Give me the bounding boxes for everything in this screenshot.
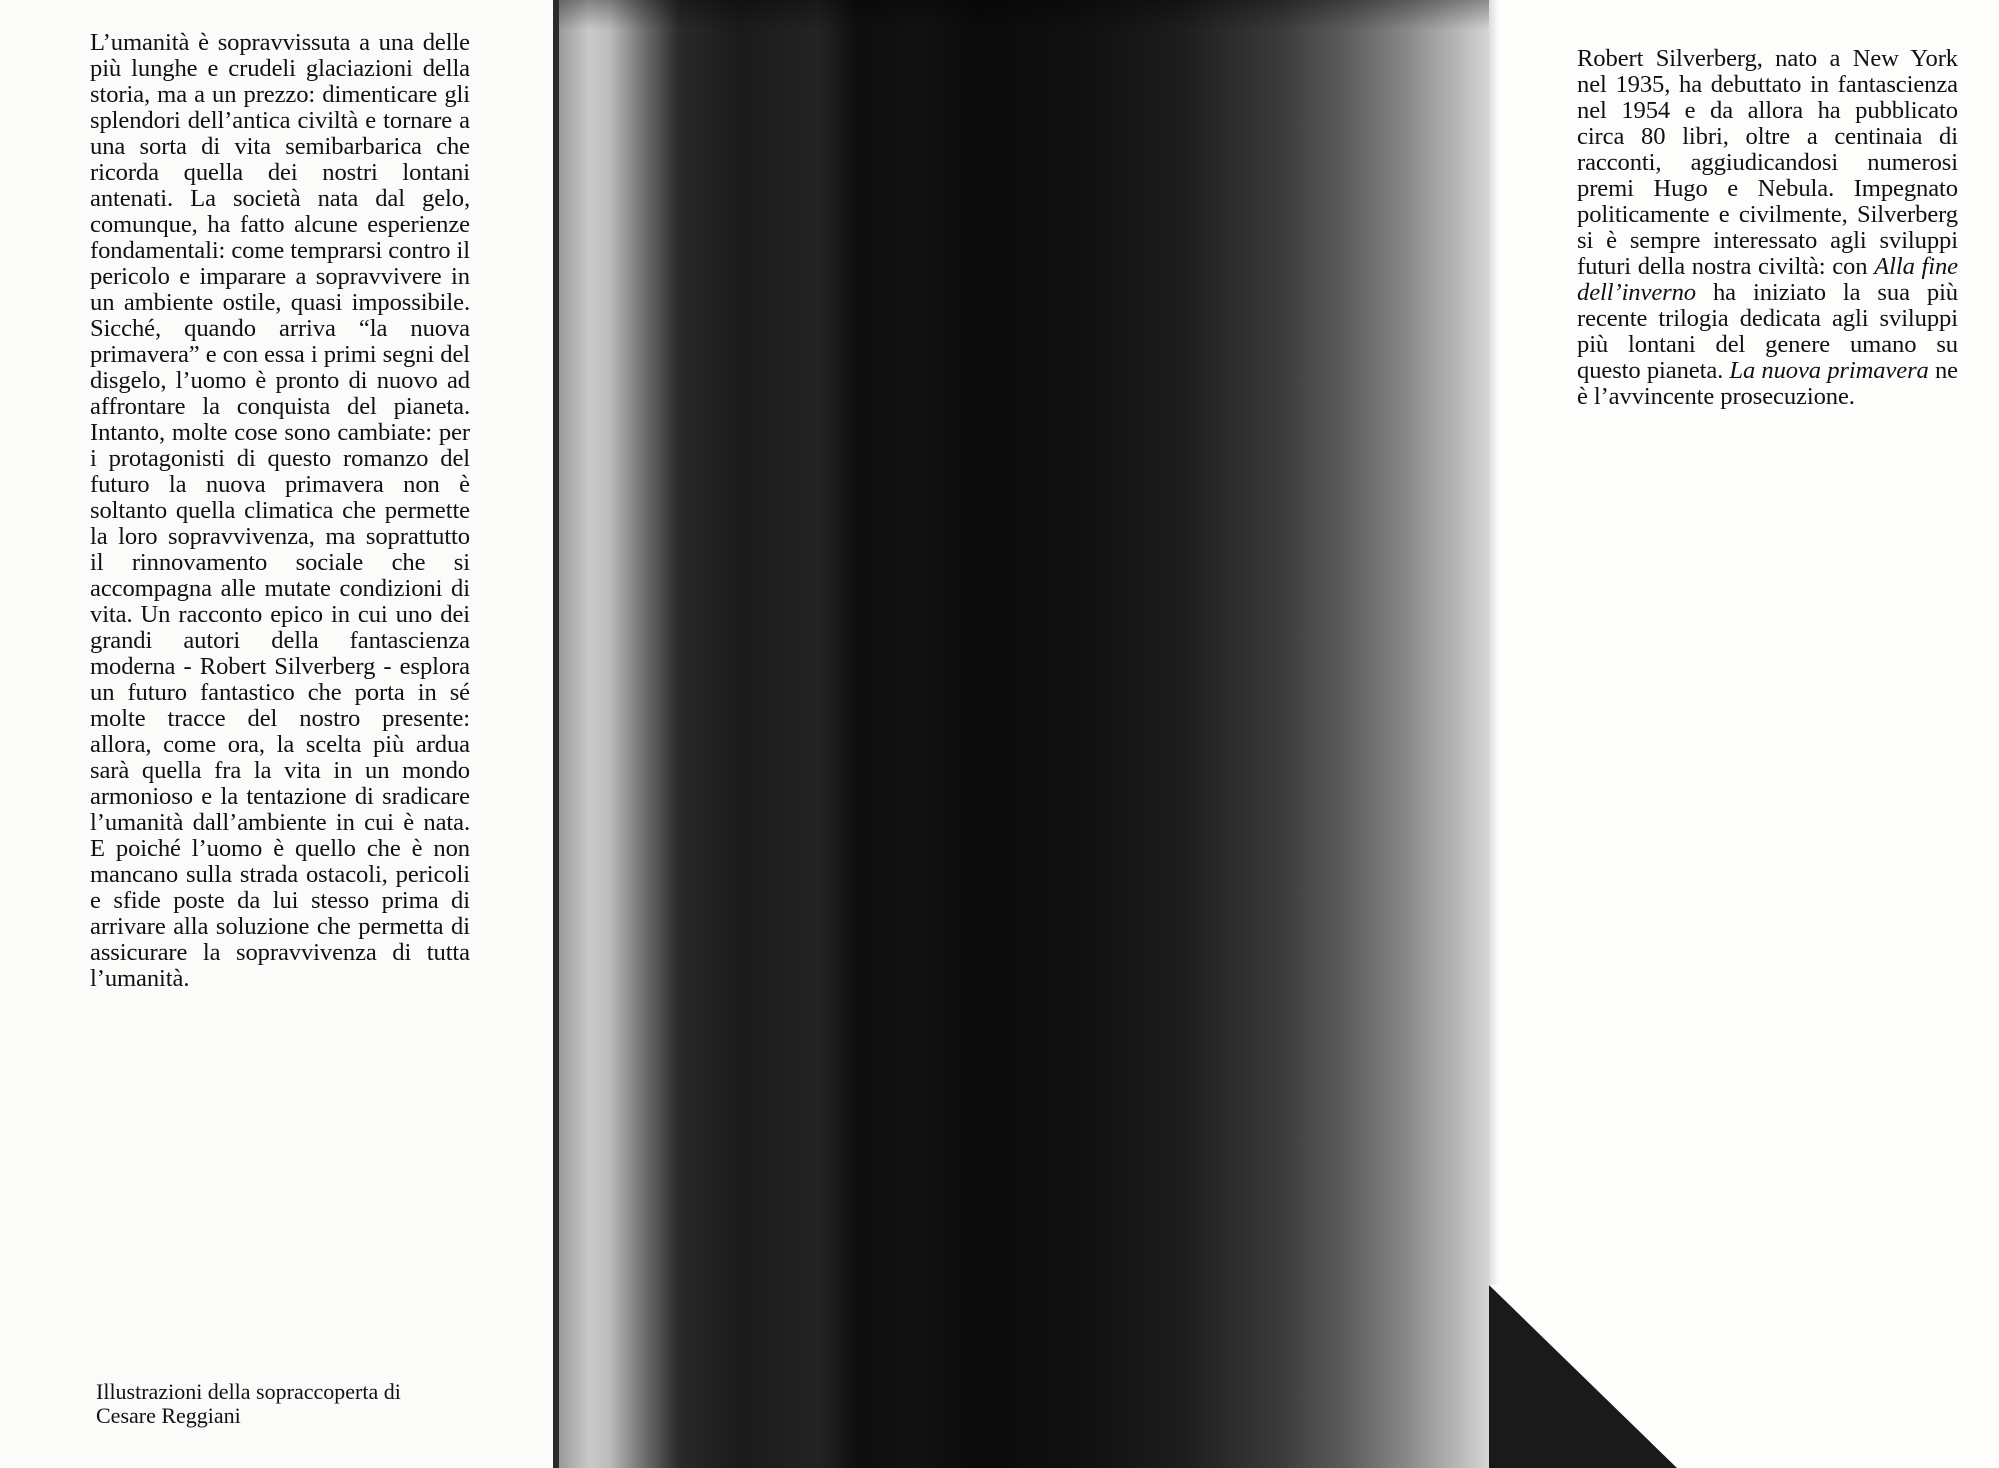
right-flap-shadow bbox=[1489, 0, 1499, 1285]
dark-panel-top-shade bbox=[559, 0, 1489, 30]
blurb-paragraph: L’umanità è sopravvissuta a una delle più lunghe e crudeli glaciazioni della storia, ma a un prezzo: dimenticare gli splendori dell’antica civiltà e tornare a una sorta di vita semibarbarica che ricorda quella dei nostri lontani antenati. La società nata dal gelo, comunque, ha fatto alcune esperienze fondamentali: come temprarsi contro il pericolo e imparare a sopravvivere in un ambiente ostile, quasi impossibile. Sicché, quando arriva “la nuova primavera” e con essa i primi segni del disgelo, l’uomo è pronto di nuovo ad affrontare la conquista del pianeta. Intanto, molte cose sono cambiate: per i protagonisti di questo romanzo del futuro la nuova primavera non è soltanto quella climatica che permette la loro sopravvivenza, ma soprattutto il rinnovamento sociale che si accompagna alle mutate condizioni di vita. Un racconto epico in cui uno dei grandi autori della fantascienza moderna - Robert Silverberg - esplora un futuro fantastico che porta in sé molte tracce del nostro presente: allora, come ora, la scelta più ardua sarà quella fra la vita in un mondo armonioso e la tentazione di sradicare l’umanità dall’ambiente in cui è nata. E poiché l’uomo è quello che è non mancano sulla strada ostacoli, pericoli e sfide poste da lui stesso prima di arrivare alla soluzione che permetta di assicurare la sopravvivenza di tutta l’umanità. bbox=[90, 29, 471, 992]
bio-text-part-1: Robert Silverberg, nato a New York nel 1935, ha debuttato in fantascienza nel 1954 e da allora ha pubblicato circa 80 libri, oltre a centinaia di racconti, aggiudicandosi numerosi premi Hugo e Nebula. Impegnato politicamente e civilmente, Silverberg si è sempre interessato agli sviluppi futuri della nostra civiltà: con bbox=[1577, 45, 1958, 280]
bio-title-second-book: La nuova primavera bbox=[1729, 357, 1929, 384]
bio-title-first-book: Alla fine dell’inverno bbox=[1577, 253, 1958, 306]
dark-back-panel bbox=[559, 0, 1489, 1468]
credits-line-1: Illustrazioni della sopraccoperta di bbox=[96, 1379, 401, 1404]
bio-text-part-3: ne è l’avvincente prosecuzione. bbox=[1577, 357, 1958, 410]
illustration-credits bbox=[96, 1380, 516, 1428]
author-bio-paragraph bbox=[1577, 46, 1958, 410]
bio-text-part-2: ha iniziato la sua più recente trilogia dedicata agli sviluppi più lontani del genere umano su questo pianeta. bbox=[1577, 279, 1958, 384]
credits-line-2: Cesare Reggiani bbox=[96, 1403, 241, 1428]
